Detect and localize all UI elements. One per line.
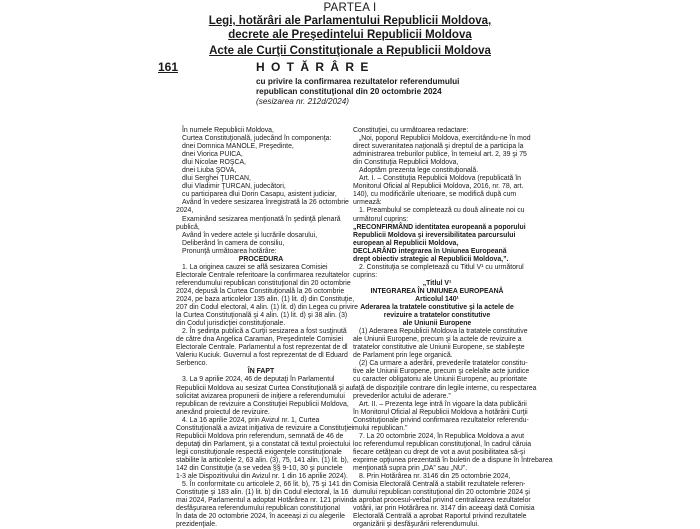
text-line: solicitat avizarea propunerii de iniţiere a referendumului [176, 392, 345, 400]
text-line: republican de revizuire a Constituţiei Republicii Moldova, [176, 400, 349, 408]
text-line: drept obiectiv strategic al Republicii Moldova,”. [353, 255, 509, 263]
text-line: desfăşurarea referendumului republican constituţional [176, 505, 340, 513]
document-title: H O T Ă R Â R E [256, 60, 370, 74]
text-line: din Constituţia Republicii Moldova, [353, 159, 459, 167]
text-line: fiecare cetăţean cu drept de vot a avut posibilitatea să-şi [353, 448, 525, 456]
text-line: Electorală Centrală a aprobat Raportul privind rezultatele [353, 513, 527, 521]
text-line: de către dna Angelica Caraman, Preşedintele Comisiei [176, 336, 343, 344]
text-line: prezidenţiale. [176, 521, 217, 529]
text-line: (1) Aderarea Republicii Moldova la tratatele constitutive [359, 328, 528, 336]
text-line: european al Republicii Moldova, [353, 239, 459, 247]
text-line: tive ale Uniunii Europene, precum şi celelalte acte juridice [353, 368, 530, 376]
text-line: 3. La 9 aprilie 2024, 46 de deputaţi în Parlamentul [182, 376, 335, 384]
text-line: 7. La 20 octombrie 2024, în Republica Moldova a avut [359, 432, 525, 440]
section-heading-court-acts: Acte ale Curţii Constituţionale a Republicii Moldova [209, 45, 491, 57]
text-line: Republicii Moldova prin referendum, semnată de 46 de [176, 432, 344, 440]
text-line: Aderarea la tratatele constitutive şi la actele de [360, 304, 514, 312]
text-line: „Titlul V¹ [422, 279, 452, 287]
text-line: „RECONFIRMÂND identitatea europeană a poporului [353, 223, 526, 231]
text-line: dnei Viorica PUICA, [182, 151, 243, 159]
text-line: Electorale Centrale referitoare la confirmarea rezultatelor [176, 271, 350, 279]
text-line: administrarea treburilor publice, în temeiul art. 2, 39 şi 75 [353, 151, 527, 159]
text-line: Curtea Constituţională, judecând în componenţa: [182, 135, 332, 143]
text-line: mului republican.” [353, 424, 408, 432]
text-line: ale Uniunii Europene [402, 320, 472, 328]
text-line: organizării şi desfăşurării referendumului. [353, 521, 480, 529]
text-line: 142 din Constituţie (a se vedea §§ 9-10, 30 şi punctele [176, 464, 343, 472]
text-line: dlui Nicolae ROŞCA, [182, 159, 246, 167]
text-line: 2024, [176, 207, 194, 215]
text-line: de Parlament prin lege organică. [353, 352, 453, 360]
text-line: Articolul 140¹ [415, 295, 459, 303]
text-line: în data de 20 octombrie 2024, în aceeaşi zi cu alegerile [176, 513, 345, 521]
text-line: 1-3 ale Dispozitivului din Avizul nr. 1 din 16 aprilie 2024). [176, 473, 348, 481]
text-line: dlui Serghei ŢURCAN, [182, 175, 251, 183]
text-line: PROCEDURA [238, 255, 284, 263]
text-line: Republicii Moldova au sesizat Curtea Constituţională şi au [176, 384, 354, 392]
text-line: Electorale Centrale. Parlamentul a fost reprezentat de dl [176, 344, 348, 352]
text-line: votării, iar prin Hotărârea nr. 3147 din aceeaşi dată Comisia [353, 505, 535, 513]
text-line: Adoptăm prezenta lege constituţională. [359, 167, 479, 175]
text-line: mai 2024, Parlamentul a adoptat Hotărârea nr. 121 privind [176, 497, 354, 505]
text-line: urmează: [353, 199, 382, 207]
text-line: referendumului republican constituţional din 20 octombrie [176, 279, 351, 287]
text-line: a aprobat procesul-verbal privind centralizarea rezultatelor [353, 497, 531, 505]
text-line: exprime opţiunea prezentată în buletin de a dispune în întrebarea [353, 456, 553, 464]
text-line: 8. Prin Hotărârea nr. 3146 din 25 octombrie 2024, [359, 473, 511, 481]
document-subtitle-line1: cu privire la confirmarea rezultatelor referendumului [256, 77, 460, 86]
text-line: Monitorul Oficial al Republicii Moldova, 2016, nr. 78, art. [353, 183, 524, 191]
text-line: Pronunţă următoarea hotărâre: [182, 247, 277, 255]
text-line: INTEGRAREA ÎN UNIUNEA EUROPEANĂ [370, 287, 504, 295]
text-line: Serbenco. [176, 360, 208, 368]
text-line: ale Uniunii Europene, precum şi la actele de revizuire a [353, 336, 522, 344]
text-line: Art. I. – Constituţia Republicii Moldova (republicată în [359, 175, 522, 183]
text-line: 4. La 16 aprilie 2024, prin Avizul nr. 1, Curtea [182, 416, 320, 424]
text-line: 2024, pe baza articolelor 135 alin. (1) lit. d) din Constituţie, [176, 295, 355, 303]
text-line: Constituţionale privind confirmarea rezultatelor referendu- [353, 416, 529, 424]
text-line: dumului republican constituţional din 20 octombrie 2024 şi [353, 489, 530, 497]
text-line: cu participarea dlui Dorin Casapu, asistent judiciar, [182, 191, 337, 199]
text-line: ÎN FAPT [247, 368, 275, 376]
text-line: Comisia Electorală Centrală a stabilit rezultatele referen- [353, 481, 526, 489]
text-line: revizuire a tratatelor constitutive [383, 312, 491, 320]
text-line: cuprins: [353, 271, 378, 279]
text-line: Având în vedere actele şi lucrările dosarului, [182, 231, 318, 239]
text-line: prevederilor actului de aderare.” [353, 392, 451, 400]
text-line: stabilite la articolele 2, 63 alin. (3), 75, 141 alin. (1) lit. b), [176, 456, 349, 464]
text-line: dnei Liuba ŞOVA, [182, 167, 237, 175]
section-heading-decrees: decrete ale Preşedintelui Republicii Moldova [228, 29, 472, 41]
text-line: publică, [176, 223, 200, 231]
text-line: Valeriu Kuciuk. Guvernul a fost reprezentat de dl Eduard [176, 352, 348, 360]
text-line: la Curtea Constituţională şi 4 alin. (1) lit. d) şi 38 alin. (3) [176, 312, 348, 320]
document-subtitle-line2: republican constituţional din 20 octombrie 2024 [256, 87, 442, 96]
left-text-column [176, 127, 358, 529]
text-line: Având în vedere sesizarea înregistrată la 26 octombrie [182, 199, 349, 207]
section-heading-laws: Legi, hotărâri ale Parlamentului Republicii Moldova, [208, 15, 492, 27]
text-line: Constituţiei, cu următoarea redactare: [353, 127, 469, 134]
text-line: Art. II. – Prezenta lege intră în vigoare la data publicării [359, 400, 527, 408]
text-line: legii constituţionale respectă exigenţele constituţionale [176, 448, 342, 456]
document-number: 161 [158, 60, 179, 74]
text-line: 140), cu modificările ulterioare, se modifică după cum [353, 191, 517, 199]
text-line: DECLARÂND integrarea în Uniunea Europeană [353, 247, 507, 255]
text-line: 207 din Codul electoral, 4 alin. (1) lit. d) din Legea cu privire [176, 304, 358, 312]
text-line: din Codul jurisdicţiei constituţionale. [176, 320, 286, 328]
text-line: loc referendumul republican constituţional, în cadrul căruia [353, 440, 532, 448]
text-line: Constituţie şi 183 alin. (1) lit. b) din Codul electoral, la 16 [176, 489, 349, 497]
text-line: deputaţi din Parlament, şi a constatat că textul proiectului [176, 440, 351, 448]
text-line: 5. În conformitate cu articolele 2, 66 lit. b), 75 şi 141 din [182, 481, 351, 489]
part-label: PARTEA I [323, 2, 377, 14]
text-line: 2024, depusă la Curtea Constituţională la 26 octombrie [176, 287, 345, 295]
text-line: dnei Domnica MANOLE, Preşedinte, [182, 143, 294, 151]
text-line: Constituţională a avizat iniţiativa de revizuire a Constituţiei [176, 424, 354, 432]
text-line: Examinând sesizarea menţionată în şedinţă plenară [182, 215, 341, 223]
text-line: direct suveranitatea naţională şi dreptul de a participa la [353, 143, 524, 151]
text-line: 1. Preambulul se completează cu două alineate noi cu [359, 207, 525, 215]
text-line: „Noi, poporul Republicii Moldova, exercitându-ne în mod [359, 135, 531, 143]
right-text-column [353, 127, 553, 529]
text-line: În numele Republicii Moldova, [182, 127, 274, 134]
text-line: (2) Ca urmare a aderării, prevederile tratatelor constitu- [359, 360, 528, 368]
text-line: Republicii Moldova şi ireversibilitatea parcursului [353, 231, 516, 239]
text-line: faţă de dispoziţiile contrare din legile interne, cu respectarea [353, 384, 537, 392]
referral-number: (sesizarea nr. 212d/2024) [256, 97, 349, 106]
text-line: dlui Vladimir ŢURCAN, judecători, [182, 183, 286, 191]
text-line: 2. Constituţia se completează cu Titlul V¹ cu următorul [359, 263, 524, 271]
text-line: 1. La originea cauzei se află sesizarea Comisiei [182, 263, 328, 271]
text-line: tratatelor constitutive ale Uniunii Europene, se stabileşte [353, 344, 525, 352]
text-line: cu caracter obligatoriu ale Uniunii Europene, au prioritate [353, 376, 527, 384]
text-line: anexând proiectul de revizuire. [176, 408, 270, 416]
text-line: Deliberând în camera de consiliu, [182, 239, 285, 247]
text-line: următorul cuprins: [353, 215, 409, 223]
text-line: menţionată supra prin „DA” sau „NU”. [353, 464, 468, 472]
text-line: 2. În şedinţa publică a Curţii sesizarea a fost susţinută [182, 328, 347, 336]
text-line: în Monitorul Oficial al Republicii Moldova a hotărârii Curţii [353, 408, 528, 416]
